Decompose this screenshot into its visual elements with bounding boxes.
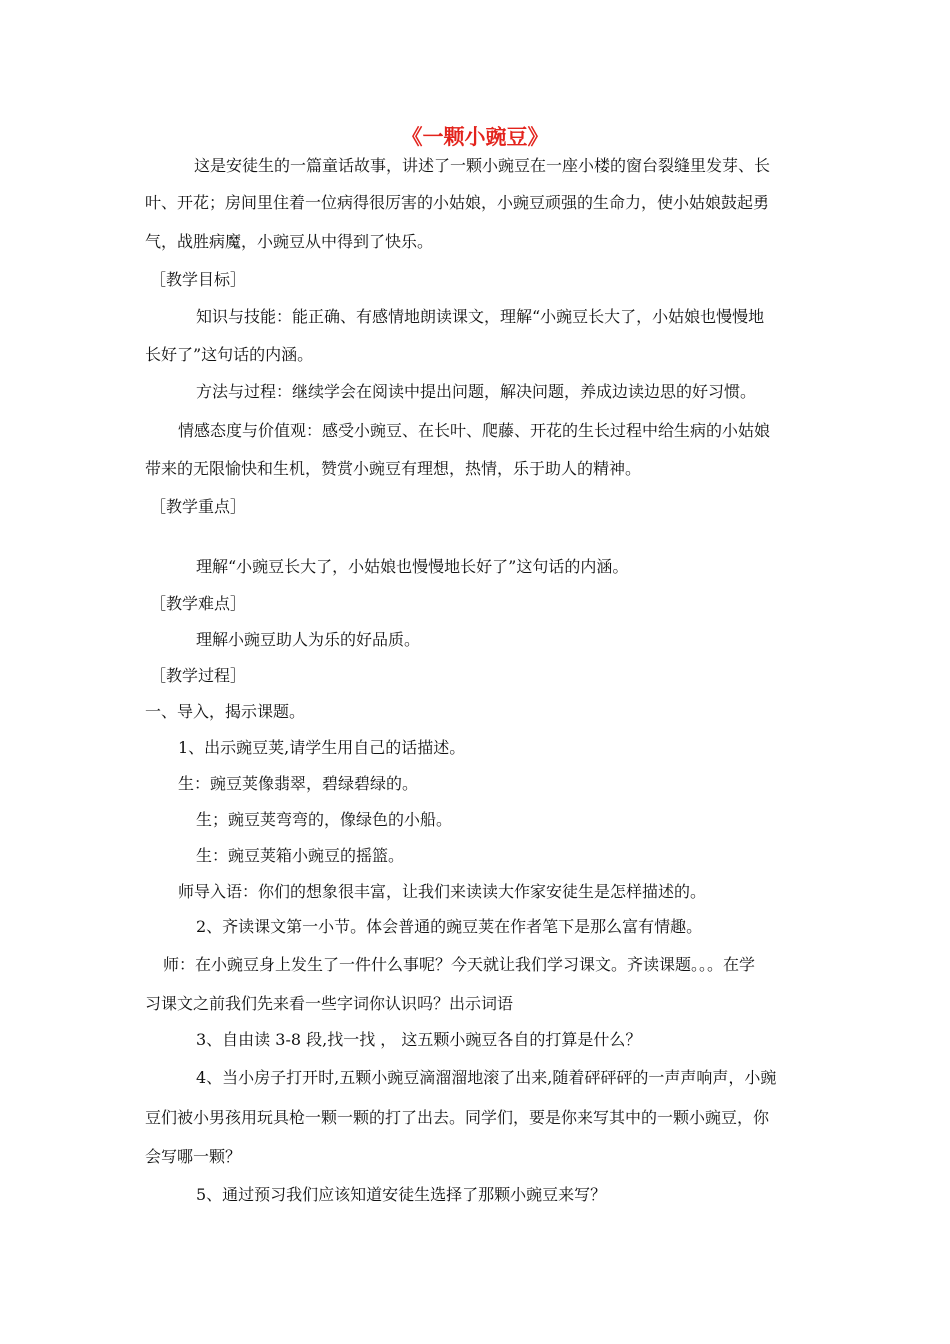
process-item-5: 5、通过预习我们应该知道安徒生选择了那颗小豌豆来写？	[196, 1185, 607, 1204]
difficulty-text: 理解小豌豆助人为乐的好品质。	[196, 630, 421, 649]
process-step-1-title: 一、导入，揭示课题。	[145, 702, 306, 721]
document-title: 《一颗小豌豆》	[401, 125, 549, 149]
difficulty-heading: ［教学难点］	[150, 594, 247, 613]
process-item-3: 3、自由读 3-8 段,找一找 ， 这五颗小豌豆各自的打算是什么？	[196, 1030, 642, 1049]
key-heading: ［教学重点］	[150, 497, 247, 516]
intro-line-3: 气，战胜病魔，小豌豆从中得到了快乐。	[145, 232, 434, 251]
student-answer-1: 生：豌豆荚像翡翠，碧绿碧绿的。	[178, 774, 419, 793]
process-item-1: 1、出示豌豆荚,请学生用自己的话描述。	[178, 738, 466, 757]
goal-emotion-line-2: 带来的无限愉快和生机，赞赏小豌豆有理想，热情，乐于助人的精神。	[145, 459, 642, 478]
goal-knowledge-line-1: 知识与技能：能正确、有感情地朗读课文，理解“小豌豆长大了，小姑娘也慢慢地	[196, 307, 765, 326]
process-item-2: 2、齐读课文第一小节。体会普通的豌豆荚在作者笔下是那么富有情趣。	[196, 917, 703, 936]
teacher-question-line-1: 师：在小豌豆身上发生了一件什么事呢？今天就让我们学习课文。齐读课题。。。在学	[163, 955, 756, 974]
student-answer-2: 生；豌豆荚弯弯的，像绿色的小船。	[196, 810, 453, 829]
intro-line-2: 叶、开花；房间里住着一位病得很厉害的小姑娘，小豌豆顽强的生命力，使小姑娘鼓起勇	[145, 193, 770, 212]
key-text: 理解“小豌豆长大了，小姑娘也慢慢地长好了”这句话的内涵。	[196, 557, 629, 576]
process-item-4-line-1: 4、当小房子打开时,五颗小豌豆滴溜溜地滚了出来,随着砰砰砰的一声声响声，小豌	[196, 1068, 777, 1087]
process-heading: ［教学过程］	[150, 666, 247, 685]
process-item-4-line-3: 会写哪一颗？	[145, 1147, 242, 1166]
teacher-question-line-2: 习课文之前我们先来看一些字词你认识吗？出示词语	[145, 994, 514, 1013]
goals-heading: ［教学目标］	[150, 270, 247, 289]
teacher-intro: 师导入语：你们的想象很丰富，让我们来读读大作家安徒生是怎样描述的。	[178, 882, 707, 901]
student-answer-3: 生：豌豆荚箱小豌豆的摇篮。	[196, 846, 405, 865]
goal-method: 方法与过程：继续学会在阅读中提出问题，解决问题，养成边读边思的好习惯。	[196, 382, 757, 401]
intro-line-1: 这是安徒生的一篇童话故事，讲述了一颗小豌豆在一座小楼的窗台裂缝里发芽、长	[194, 156, 771, 175]
goal-emotion-line-1: 情感态度与价值观：感受小豌豆、在长叶、爬藤、开花的生长过程中给生病的小姑娘	[178, 421, 771, 440]
goal-knowledge-line-2: 长好了”这句话的内涵。	[145, 345, 314, 364]
process-item-4-line-2: 豆们被小男孩用玩具枪一颗一颗的打了出去。同学们，要是你来写其中的一颗小豌豆，你	[145, 1108, 770, 1127]
